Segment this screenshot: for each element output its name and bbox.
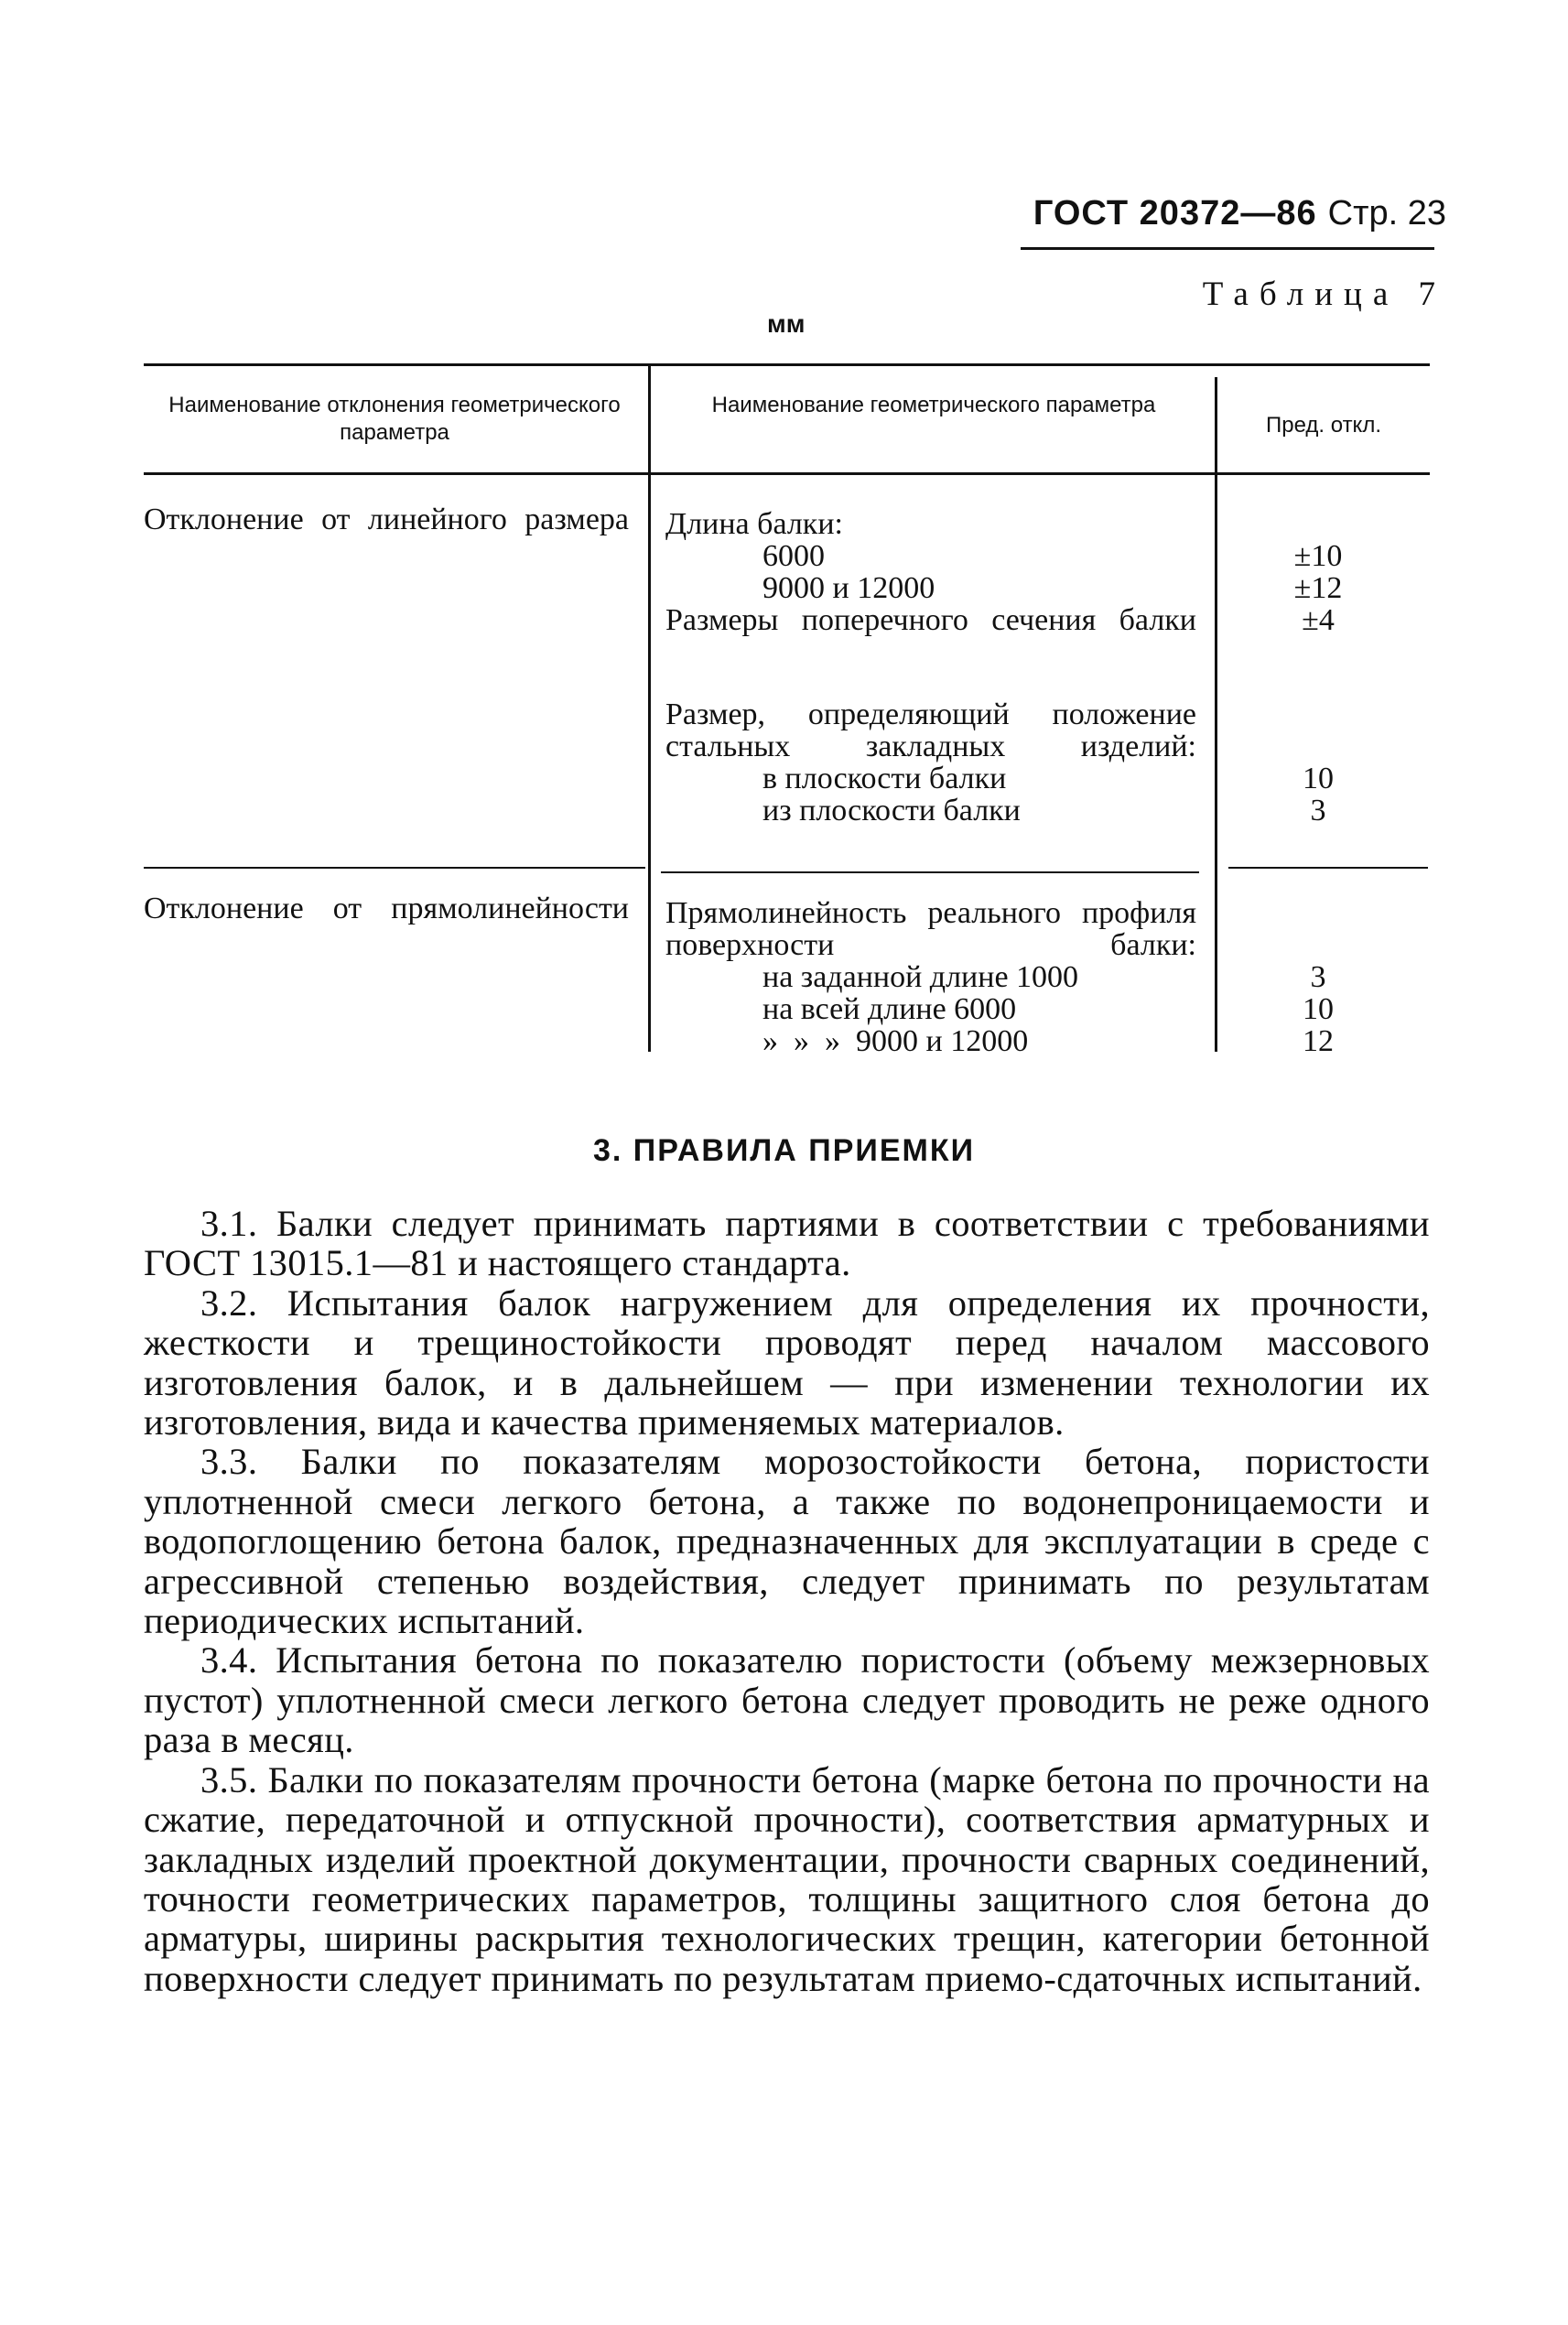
page-number: Стр. 23: [1327, 194, 1446, 232]
limit-cross-section: ±4: [1302, 603, 1335, 637]
limit-out-of-plane: 3: [1310, 794, 1326, 827]
group-divider-mid: [661, 871, 1199, 873]
table-title: Таблица 7: [1202, 276, 1446, 313]
param-full-6000: на всей длине 6000: [762, 992, 1017, 1026]
section-body: [144, 1204, 1430, 1998]
param-given-length: на заданной длине 1000: [762, 960, 1079, 994]
deviation-linear: Отклонение от линейного размера: [144, 503, 629, 536]
paragraph-3-5: 3.5. Балки по показателям прочности бетона (марке бетона по прочности на сжатие, передаточной и отпускной прочности), соответствия арматурных и закладных изделий проектной документации, прочности сварных соединений, точности геометрических параметров, толщины защитного слоя бетона до арматуры, ширины раскрытия технологических трещин, категории бетонной поверхности следует принимать по результатам приемо-сдаточных испытаний.: [144, 1758, 1430, 1999]
deviation-straightness: Отклонение от прямолинейности: [144, 892, 629, 925]
limit-length-9000: ±12: [1293, 571, 1343, 605]
paragraph-3-1: 3.1. Балки следует принимать партиями в соответствии с требованиями ГОСТ 13015.1—81 и настоящего стандарта.: [144, 1203, 1430, 1284]
column-header-limit: Пред. откл.: [1265, 413, 1381, 438]
param-cross-section: Размеры поперечного сечения балки: [665, 603, 1196, 637]
page-header: [915, 194, 1446, 233]
limit-full-6000: 10: [1303, 992, 1334, 1026]
standard-code: ГОСТ 20372—86: [1033, 194, 1317, 232]
paragraph-3-4: 3.4. Испытания бетона по показателю пористости (объему межзерновых пустот) уплотненной смеси легкого бетона следует проводить не реже одного раза в месяц.: [144, 1639, 1430, 1761]
table-header-rule: [144, 472, 1430, 475]
paragraph-3-2: 3.2. Испытания балок нагружением для определения их прочности, жесткости и трещиностойкости проводят перед началом массового изготовления балок, и в дальнейшем — при изменении технологии их изготовления, вида и качества применяемых материалов.: [144, 1281, 1430, 1444]
limit-length-6000: ±10: [1293, 539, 1343, 573]
param-full-9000: » » » 9000 и 12000: [762, 1024, 1029, 1058]
param-length-6000: 6000: [762, 539, 825, 573]
paragraph-3-3: 3.3. Балки по показателям морозостойкости бетона, пористости уплотненной смеси легкого бетона, а также по водонепроницаемости и водопоглощению бетона балок, предназначенных для эксплуатации в среде с агрессивной степенью воздействия, следует принимать по результатам периодических испытаний.: [144, 1441, 1430, 1642]
header-rule: [1021, 247, 1434, 250]
table-top-rule: [144, 363, 1430, 366]
limit-given-length: 3: [1310, 960, 1326, 994]
group-divider-right: [1228, 867, 1428, 869]
param-straightness: Прямолинейность реального профиля поверхности балки:: [665, 896, 1196, 962]
param-in-plane: в плоскости балки: [762, 762, 1007, 795]
column-header-parameter: Наименование геометрического параметра: [711, 393, 1156, 417]
param-out-of-plane: из плоскости балки: [762, 794, 1021, 827]
param-beam-length: Длина балки:: [665, 507, 843, 541]
limit-in-plane: 10: [1303, 762, 1334, 795]
column-divider-2: [1215, 377, 1217, 1052]
param-embedded-position: Размер, определяющий положение стальных закладных изделий:: [665, 698, 1196, 763]
group-divider-left: [144, 867, 645, 869]
param-length-9000: 9000 и 12000: [762, 571, 935, 605]
table-unit: мм: [767, 309, 806, 338]
section-title: 3. ПРАВИЛА ПРИЕМКИ: [592, 1133, 976, 1168]
column-header-deviation: Наименование отклонения геометрического параметра: [168, 393, 621, 445]
column-divider-1: [648, 363, 651, 1052]
limit-full-9000: 12: [1303, 1024, 1334, 1058]
